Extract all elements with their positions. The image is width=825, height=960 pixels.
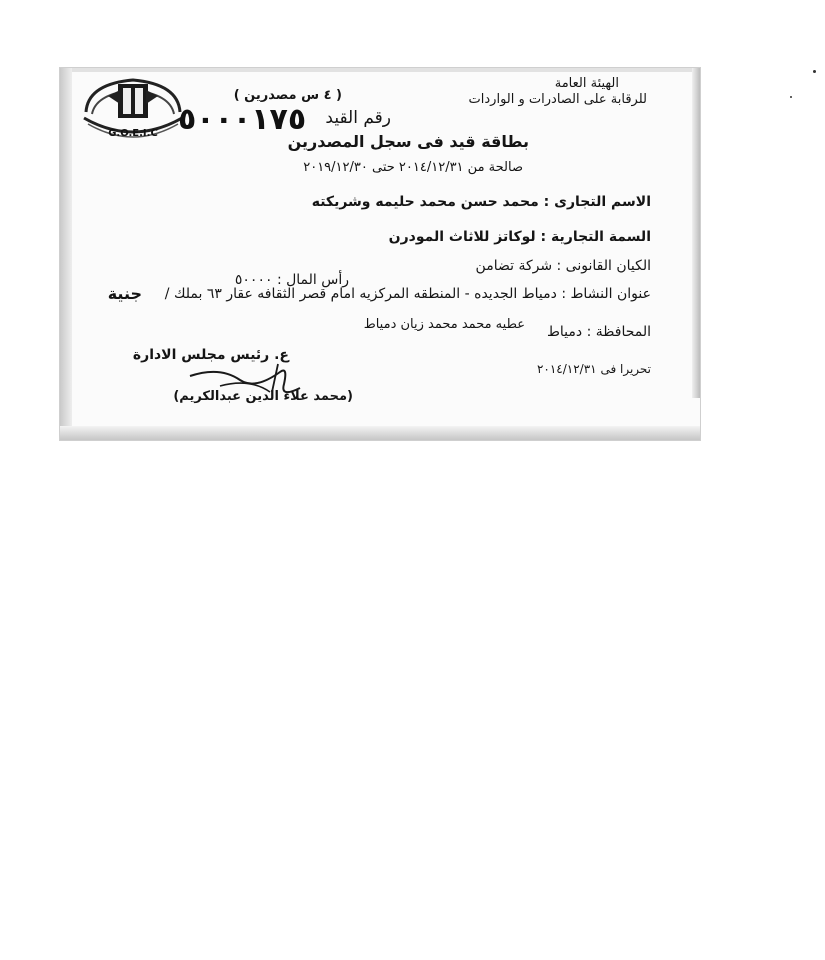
capital-currency: جنية: [107, 284, 142, 303]
seal-text: G.O.E.I.C: [108, 128, 158, 139]
scan-speck: [790, 96, 792, 98]
goeic-emblem-icon: [78, 74, 188, 144]
legal-entity: الكيان القانونى : شركة تضامن: [475, 258, 651, 274]
signature-icon: [160, 358, 400, 418]
card-edge: [692, 68, 700, 398]
chairman-name: (محمد علاء الدين عبدالكريم): [173, 389, 353, 404]
registration-number: ٥٠٠٠١٧٥: [178, 102, 307, 137]
card-edge: [60, 426, 700, 440]
authority-department: للرقابة على الصادرات و الواردات: [468, 92, 647, 107]
card-edge: [60, 68, 72, 440]
exporters-tag: ( ٤ س مصدرين ): [233, 88, 342, 103]
capital: رأس المال : ٥٠٠٠٠: [234, 272, 349, 288]
authority-name: الهيئة العامة: [554, 76, 619, 91]
issue-date: تحريرا فى ٢٠١٤/١٢/٣١: [536, 362, 651, 376]
chairman-title: ع. رئيس مجلس الادارة: [132, 347, 289, 363]
scan-speck: [813, 70, 816, 73]
brand-name: السمة التجارية : لوكاتز للاثاث المودرن: [388, 229, 651, 245]
activity-address: عنوان النشاط : دمياط الجديده - المنطقه المركزيه امام قصر الثقافه عقار ٦٣ بملك /: [164, 286, 651, 302]
governorate: المحافظة : دمياط: [546, 324, 651, 340]
trade-name: الاسم التجارى : محمد حسن محمد حليمه وشريكته: [311, 194, 651, 210]
owner-name: عطيه محمد محمد زيان دمياط: [363, 317, 525, 332]
page-title: بطاقة قيد فى سجل المصدرين: [287, 132, 529, 151]
registration-number-label: رقم القيد: [325, 108, 391, 128]
validity-period: صالحة من ٢٠١٤/١٢/٣١ حتى ٢٠١٩/١٢/٣٠: [303, 160, 523, 175]
card-edge: [60, 68, 700, 72]
